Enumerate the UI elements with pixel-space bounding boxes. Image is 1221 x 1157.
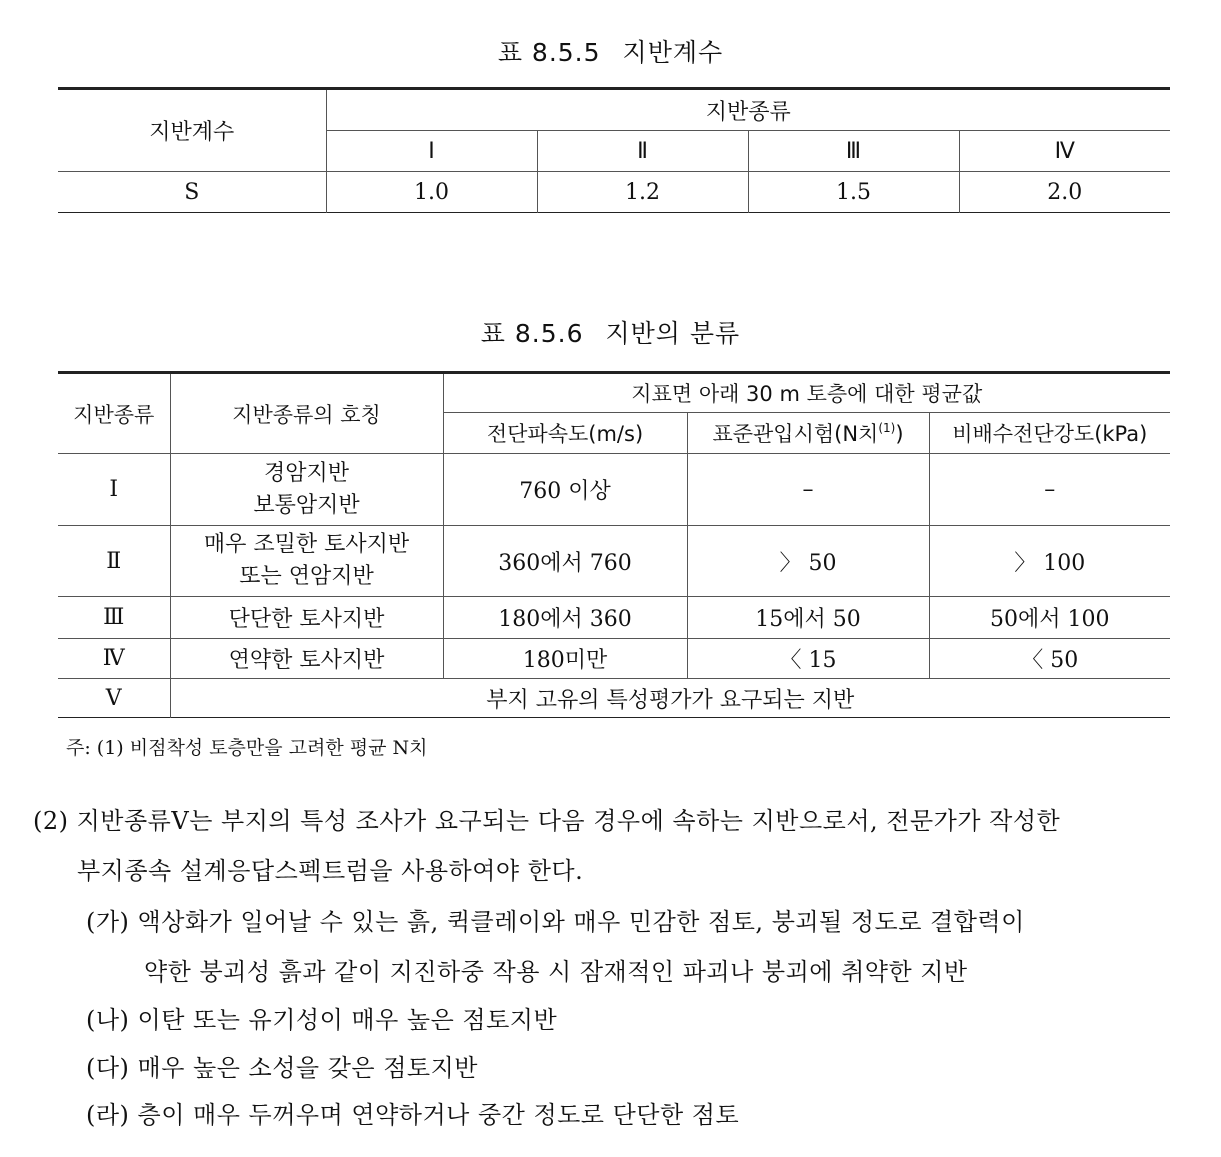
- t1-col-1: Ⅰ: [326, 131, 537, 172]
- t1-col-2: Ⅱ: [537, 131, 748, 172]
- t2-type: Ⅲ: [58, 597, 170, 639]
- table-row: [58, 679, 1170, 718]
- t2-header-group: 지표면 아래 30 m 토층에 대한 평균값: [443, 373, 1170, 413]
- item-da: (다) 매우 높은 소성을 갖은 점토지반: [86, 1054, 478, 1082]
- item-ga-line2: 약한 붕괴성 흙과 같이 지진하중 작용 시 잠재적인 파괴나 붕괴에 취약한 지반: [144, 958, 968, 986]
- t2-name: 경암지반 보통암지반: [170, 454, 443, 526]
- t2-su: 〈 50: [929, 639, 1170, 679]
- t2-vs: 180미만: [443, 639, 687, 679]
- t2-header-shear-velocity: 전단파속도(m/s): [443, 413, 687, 454]
- t2-type: Ⅰ: [58, 454, 170, 526]
- t2-type: Ⅳ: [58, 639, 170, 679]
- t2-su: –: [929, 454, 1170, 526]
- table-ground-coefficient: [58, 87, 1170, 213]
- t2-header-type: 지반종류: [58, 373, 170, 454]
- table2-footnote: 주: (1) 비점착성 토층만을 고려한 평균 N치: [66, 737, 428, 759]
- t1-value: 2.0: [959, 172, 1170, 213]
- t2-n: 〈 15: [687, 639, 929, 679]
- t2-n: –: [687, 454, 929, 526]
- t1-col-4: Ⅳ: [959, 131, 1170, 172]
- t2-su: 〉 100: [929, 526, 1170, 597]
- t2-n: 15에서 50: [687, 597, 929, 639]
- t1-value: 1.2: [537, 172, 748, 213]
- t2-row5-text: 부지 고유의 특성평가가 요구되는 지반: [170, 679, 1170, 718]
- t2-name: 매우 조밀한 토사지반 또는 연암지반: [170, 526, 443, 597]
- t2-header-spt: 표준관입시험(N치$^{(1)}$): [687, 413, 929, 454]
- t1-value: 1.5: [748, 172, 959, 213]
- table1-caption: [0, 33, 1221, 69]
- t2-type: Ⅱ: [58, 526, 170, 597]
- table-row: [58, 454, 1170, 526]
- table1-caption-number: 표 8.5.5: [497, 38, 601, 67]
- table-ground-classification: [58, 371, 1170, 718]
- t2-header-name: 지반종류의 호칭: [170, 373, 443, 454]
- table1-caption-title: 지반계수: [622, 38, 724, 67]
- t2-header-undrained: 비배수전단강도(kPa): [929, 413, 1170, 454]
- t1-row-label: S: [58, 172, 326, 213]
- item-ra: (라) 층이 매우 두꺼우며 연약하거나 중간 정도로 단단한 점토: [86, 1101, 740, 1129]
- t2-vs: 760 이상: [443, 454, 687, 526]
- table2-caption: [0, 314, 1221, 350]
- t1-row-header: 지반계수: [58, 89, 326, 172]
- t1-value: 1.0: [326, 172, 537, 213]
- item-na: (나) 이탄 또는 유기성이 매우 높은 점토지반: [86, 1006, 558, 1034]
- paragraph-2-line1: (2) 지반종류Ⅴ는 부지의 특성 조사가 요구되는 다음 경우에 속하는 지반으로서, 전문가가 작성한: [33, 807, 1061, 835]
- t2-name: 연약한 토사지반: [170, 639, 443, 679]
- table2-caption-number: 표 8.5.6: [480, 319, 584, 348]
- t2-su: 50에서 100: [929, 597, 1170, 639]
- t1-col-3: Ⅲ: [748, 131, 959, 172]
- t1-group-header: 지반종류: [326, 89, 1170, 131]
- table-row: [58, 597, 1170, 639]
- t2-vs: 180에서 360: [443, 597, 687, 639]
- table-row: [58, 639, 1170, 679]
- paragraph-2-line2: 부지종속 설계응답스펙트럼을 사용하여야 한다.: [77, 857, 584, 885]
- t2-type: Ⅴ: [58, 679, 170, 718]
- table2-caption-title: 지반의 분류: [605, 319, 741, 348]
- table-row: [58, 526, 1170, 597]
- t2-n: 〉 50: [687, 526, 929, 597]
- item-ga-line1: (가) 액상화가 일어날 수 있는 흙, 퀵클레이와 매우 민감한 점토, 붕괴될 정도로 결합력이: [86, 908, 1025, 936]
- t2-name: 단단한 토사지반: [170, 597, 443, 639]
- t2-vs: 360에서 760: [443, 526, 687, 597]
